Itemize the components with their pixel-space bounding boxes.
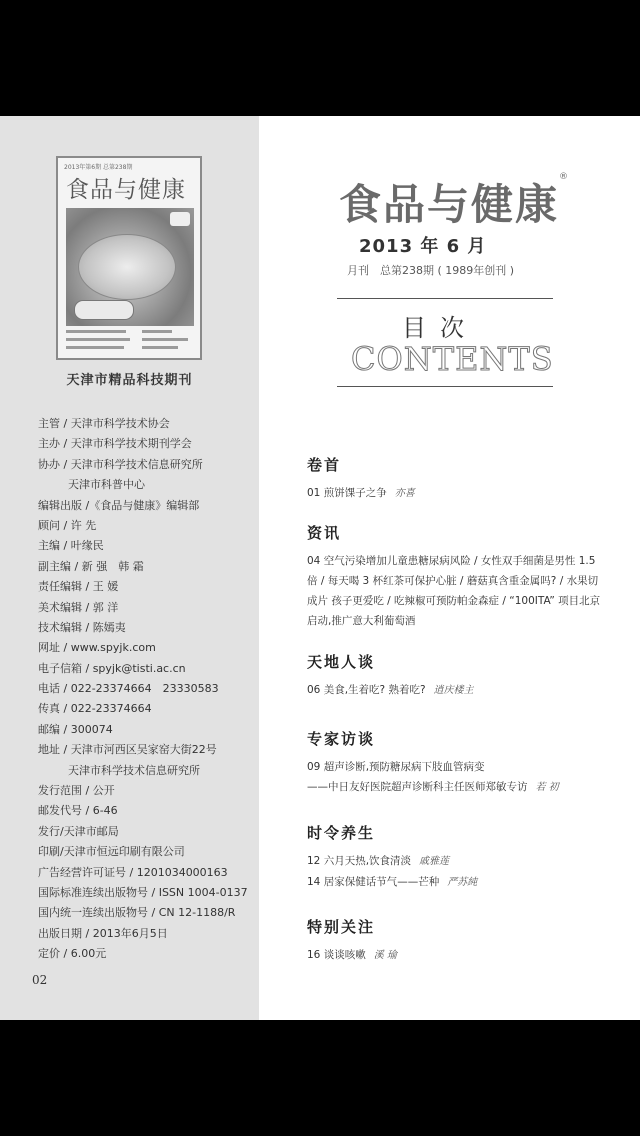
- entry-author: 若 初: [535, 782, 559, 793]
- colophon-row: 协办 / 天津市科学技术信息研究所: [38, 457, 203, 471]
- entry-title: 16 谈谈咳嗽: [307, 949, 366, 961]
- colophon-row: 主管 / 天津市科学技术协会: [38, 417, 170, 430]
- colophon-row: 技术编辑 / 陈嫣夷: [38, 620, 126, 634]
- section-title: 资讯: [307, 524, 342, 542]
- cover-thumbnail[interactable]: [56, 156, 202, 360]
- colophon-row: 出版日期 / 2013年6月5日: [38, 926, 168, 940]
- cover-text-line: [142, 330, 172, 333]
- entry-title: 01 煎饼馃子之争: [307, 487, 387, 499]
- colophon-row: 美术编辑 / 郭 洋: [38, 600, 119, 614]
- entry-title: 09 超声诊断,预防糖尿病下肢血管病变: [307, 761, 485, 773]
- toc-section: [307, 454, 607, 504]
- cover-text-line: [66, 338, 130, 341]
- colophon-row: 天津市科学技术信息研究所: [68, 763, 200, 777]
- cover-text-line: [142, 338, 188, 341]
- left-panel: [0, 116, 259, 1020]
- colophon-row: 责任编辑 / 王 媛: [38, 580, 119, 594]
- colophon-row: 主办 / 天津市科学技术期刊学会: [38, 437, 192, 451]
- colophon-row: 电话 / 022-23374664 23330583: [38, 682, 219, 696]
- masthead-logo: [339, 172, 570, 232]
- right-panel: [259, 116, 640, 1020]
- colophon-row: 传真 / 022-23374664: [38, 702, 152, 716]
- entry-title: ——中日友好医院超声诊断科主任医师郑敏专访: [307, 781, 528, 793]
- cover-text-line: [66, 346, 124, 349]
- entry-author: 严苏純: [447, 877, 478, 888]
- entry-author: 戚雅莲: [419, 856, 450, 867]
- colophon-row: 印刷/天津市恒远印刷有限公司: [38, 845, 185, 859]
- colophon-row: 定价 / 6.00元: [38, 947, 107, 961]
- toc-section: [307, 651, 607, 701]
- cover-text-line: [66, 330, 126, 333]
- bowl-image: [78, 234, 176, 300]
- entry-title: 04 空气污染增加儿童患糖尿病风险 / 女性双手细菌是男性 1.5 倍 / 每天喝 3 杯红茶可保护心脏 / 蘑菇真含重金属吗? / 水果切成片 孩子更爱吃 / 吃辣椒可预防帕金森症 / “100ITA” 项目北京启动,推广意大利葡萄酒: [307, 555, 601, 627]
- toc-entry[interactable]: [307, 872, 607, 893]
- colophon: [38, 414, 248, 965]
- page-number: 02: [32, 973, 48, 987]
- toc-entry[interactable]: [307, 945, 607, 966]
- section-title: 专家访谈: [307, 730, 376, 748]
- entry-author: 逍庆楼主: [433, 685, 474, 696]
- toc-entry[interactable]: [307, 551, 607, 631]
- issue-subtitle: 月刊 总第238期 ( 1989年创刊 ): [347, 264, 515, 277]
- toc-section: [307, 522, 607, 631]
- toc-section: [307, 916, 607, 966]
- entry-title: 14 居家保健话节气——芒种: [307, 876, 440, 888]
- colophon-row: 主编 / 叶缘民: [38, 539, 104, 553]
- section-title: 时令养生: [307, 824, 376, 842]
- colophon-row: 顾问 / 许 先: [38, 518, 97, 532]
- issue-date: 2013 年 6 月: [359, 236, 487, 257]
- toc-entry[interactable]: [307, 483, 607, 504]
- toc-entry[interactable]: [307, 851, 607, 872]
- divider: [337, 386, 553, 387]
- entry-title: 12 六月天热,饮食清淡: [307, 855, 412, 867]
- divider: [337, 298, 553, 299]
- colophon-row: 广告经营许可证号 / 1201034000163: [38, 865, 228, 879]
- toc-entry[interactable]: [307, 757, 607, 777]
- entry-author: 亦喜: [394, 488, 415, 499]
- section-title: 特别关注: [307, 918, 376, 936]
- magazine-page: [0, 116, 640, 1020]
- cover-label: [74, 300, 134, 320]
- section-title: 天地人谈: [307, 653, 376, 671]
- colophon-row: 邮发代号 / 6-46: [38, 804, 118, 818]
- toc-title: 目次: [402, 314, 478, 342]
- colophon-row: 电子信箱 / spyjk@tisti.ac.cn: [38, 661, 186, 675]
- cover-caption: 天津市精品科技期刊: [66, 373, 193, 388]
- colophon-row: 国际标准连续出版物号 / ISSN 1004-0137: [38, 885, 248, 899]
- cover-text-line: [142, 346, 178, 349]
- toc-entry[interactable]: [307, 680, 607, 701]
- registered-mark: ®: [559, 172, 571, 182]
- cover-photo: [66, 208, 194, 326]
- colophon-row: 副主编 / 新 强 韩 霜: [38, 559, 144, 573]
- section-title: 卷首: [307, 456, 342, 474]
- colophon-row: 国内统一连续出版物号 / CN 12-1188/R: [38, 906, 236, 920]
- colophon-row: 天津市科普中心: [68, 478, 145, 492]
- toc-section: [307, 728, 607, 798]
- colophon-row: 发行范围 / 公开: [38, 784, 115, 798]
- entry-title: 06 美食,生着吃? 熟着吃?: [307, 684, 426, 696]
- cover-issue-line: 2013年第6期 总第238期: [64, 164, 133, 171]
- toc-section: [307, 822, 607, 893]
- toc-entry[interactable]: [307, 777, 607, 798]
- cover-logo: 食品与健康: [66, 177, 186, 203]
- colophon-row: 地址 / 天津市河西区吴家窑大街22号: [38, 743, 217, 757]
- entry-author: 溪 瑜: [373, 950, 397, 961]
- masthead-logo-text: 食品与健康: [339, 180, 560, 229]
- colophon-row: 编辑出版 /《食品与健康》编辑部: [38, 498, 200, 512]
- colophon-row: 邮编 / 300074: [38, 722, 113, 736]
- colophon-row: 网址 / www.spyjk.com: [38, 641, 156, 655]
- cover-badge: [170, 212, 190, 226]
- colophon-row: 发行/天津市邮局: [38, 824, 119, 838]
- contents-heading: CONTENTS: [351, 340, 554, 378]
